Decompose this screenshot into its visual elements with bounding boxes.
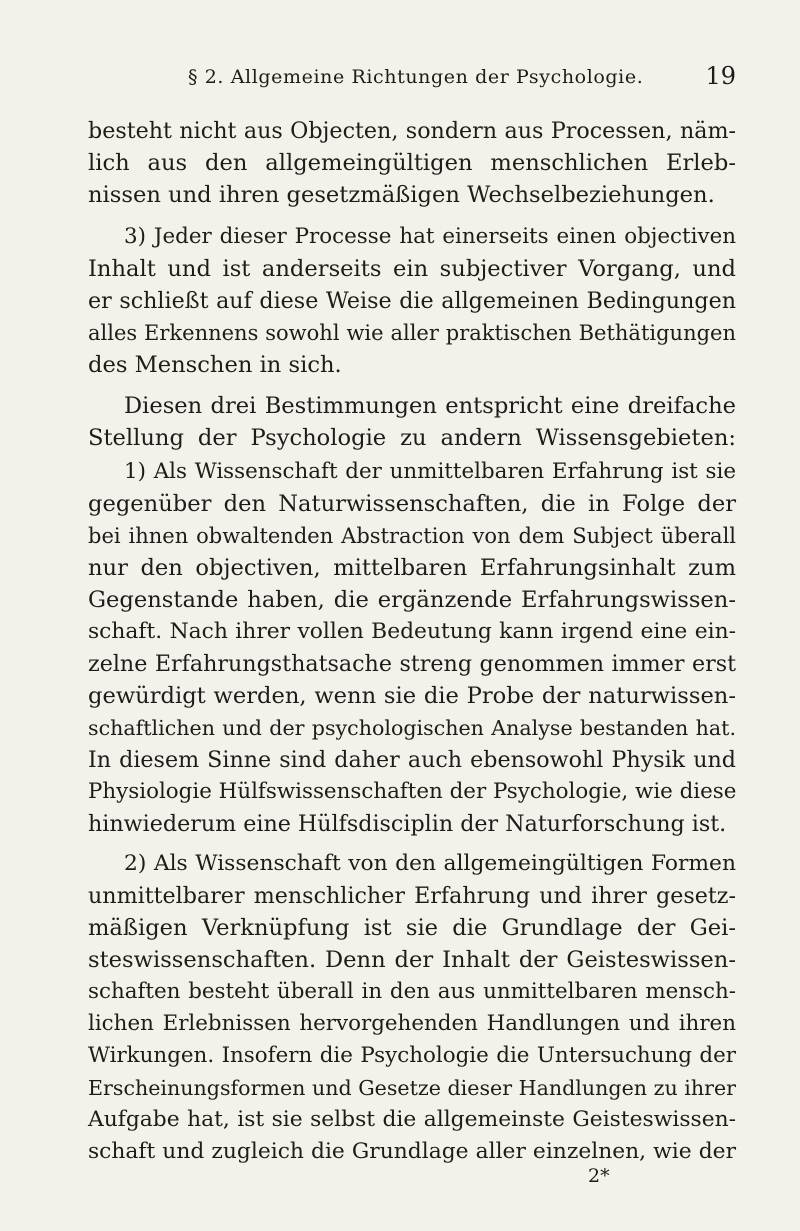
text-line: besteht nicht aus Objecten, sondern aus Processen, näm- [88, 118, 736, 144]
text-line: gegenüber den Naturwissenschaften, die in Folge der [88, 491, 736, 517]
text-line: schaft. Nach ihrer vollen Bedeutung kann irgend eine ein- [88, 619, 736, 644]
text-line: steswissenschaften. Denn der Inhalt der Geisteswissen- [88, 947, 736, 973]
text-line: Gegenstande haben, die ergänzende Erfahrungswissen- [88, 587, 736, 613]
text-line: bei ihnen obwaltenden Abstraction von dem Subject überall [88, 524, 736, 548]
page-number: 19 [705, 62, 736, 90]
text-line: des Menschen in sich. [88, 352, 342, 378]
text-line: nur den objectiven, mittelbaren Erfahrungsinhalt zum [88, 555, 736, 581]
text-line: nissen und ihren gesetzmäßigen Wechselbeziehungen. [88, 182, 715, 208]
text-line: In diesem Sinne sind daher auch ebensowohl Physik und [88, 747, 736, 773]
text-line: Wirkungen. Insofern die Psychologie die Untersuchung der [88, 1043, 736, 1068]
text-line: Inhalt und ist anderseits ein subjectiver Vorgang, und [88, 256, 736, 282]
page-header [88, 62, 736, 96]
text-line: Stellung der Psychologie zu andern Wissensgebieten: [88, 425, 736, 451]
text-line: gewürdigt werden, wenn sie die Probe der naturwissen- [88, 683, 736, 709]
text-line: lichen Erlebnissen hervorgehenden Handlungen und ihren [88, 1011, 736, 1036]
running-head: § 2. Allgemeine Richtungen der Psychologie. [188, 66, 644, 88]
text-line: Diesen drei Bestimmungen entspricht eine dreifache [124, 393, 736, 419]
text-line: unmittelbarer menschlicher Erfahrung und ihrer gesetz- [88, 883, 736, 909]
text-line: schaften besteht überall in den aus unmittelbaren mensch- [88, 979, 736, 1004]
text-line: schaftlichen und der psychologischen Analyse bestanden hat. [88, 716, 736, 740]
text-line: schaft und zugleich die Grundlage aller einzelnen, wie der [88, 1139, 736, 1164]
text-line: lich aus den allgemeingültigen menschlichen Erleb- [88, 150, 736, 176]
text-line: er schließt auf diese Weise die allgemeinen Bedingungen [88, 288, 736, 314]
text-line: 3) Jeder dieser Processe hat einerseits einen objectiven [124, 224, 736, 249]
text-line: hinwiederum eine Hülfsdisciplin der Naturforschung ist. [88, 811, 727, 837]
signature-mark: 2* [588, 1165, 610, 1187]
text-line: Physiologie Hülfswissenschaften der Psychologie, wie diese [88, 779, 737, 804]
text-line: 2) Als Wissenschaft von den allgemeingültigen Formen [124, 851, 736, 876]
text-line: Erscheinungsformen und Gesetze dieser Handlungen zu ihrer [88, 1076, 736, 1100]
text-line: Aufgabe hat, ist sie selbst die allgemeinste Geisteswissen- [88, 1107, 736, 1132]
text-line: 1) Als Wissenschaft der unmittelbaren Erfahrung ist sie [124, 459, 736, 484]
text-line: zelne Erfahrungsthatsache streng genommen immer erst [88, 651, 736, 677]
text-line: alles Erkennens sowohl wie aller praktischen Bethätigungen [88, 321, 736, 345]
text-line: mäßigen Verknüpfung ist sie die Grundlage der Gei- [88, 915, 736, 941]
